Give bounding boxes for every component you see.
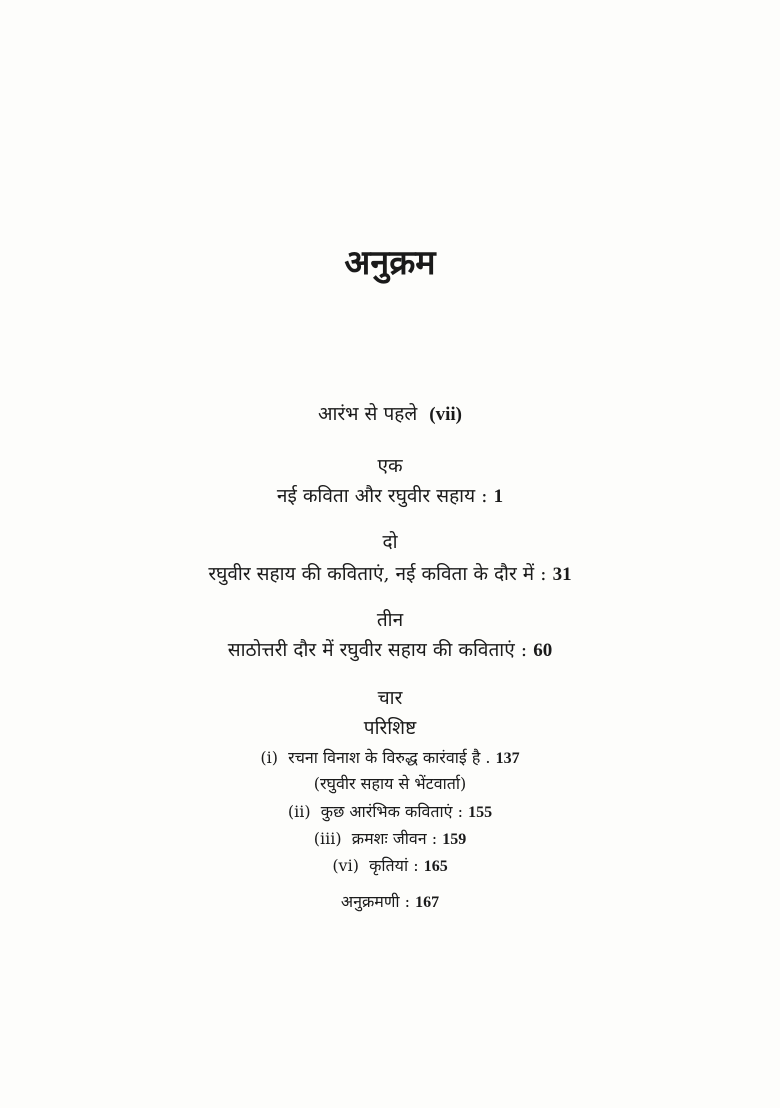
chapter-title: रघुवीर सहाय की कविताएं, नई कविता के दौर में: [208, 563, 535, 585]
index-page: 167: [415, 894, 440, 911]
toc-chapter-1: नई कविता और रघुवीर सहाय : 1: [276, 485, 504, 507]
appendix-item-4: [0, 854, 780, 876]
item-separator: .: [485, 748, 491, 767]
preface-page: (vii): [429, 404, 463, 425]
appendix-number: चार: [377, 687, 403, 709]
preface-label: आरंभ से पहले: [317, 403, 418, 425]
item-page: 155: [468, 804, 493, 821]
item-separator: :: [457, 802, 463, 821]
chapter-title: नई कविता और रघुवीर सहाय: [276, 485, 476, 507]
toc-chapter-3: साठोत्तरी दौर में रघुवीर सहाय की कविताएं : 60: [227, 639, 553, 661]
appendix-item-1-subtitle: (रघुवीर सहाय से भेंटवार्ता): [313, 774, 467, 793]
item-title: कुछ आरंभिक कविताएं: [320, 802, 453, 821]
item-index: (vi): [332, 856, 359, 875]
index-label: अनुक्रमणी: [340, 892, 400, 911]
chapter-page: 1: [493, 486, 504, 507]
item-index: (ii): [287, 802, 311, 821]
chapter-page: 31: [552, 564, 572, 585]
chapter-number-3: तीन: [376, 609, 404, 631]
item-separator: :: [413, 856, 419, 875]
toc-chapter-2: रघुवीर सहाय की कविताएं, नई कविता के दौर में : 31: [208, 563, 572, 585]
chapter-number-2: दो: [382, 531, 398, 553]
item-page: 137: [495, 750, 520, 767]
item-index: (iii): [313, 829, 342, 848]
page-title: अनुक्रम: [344, 243, 436, 283]
item-separator: :: [431, 829, 438, 848]
appendix-item-1: [0, 746, 780, 768]
chapter-page: 60: [533, 640, 553, 661]
item-page: 165: [423, 858, 448, 875]
toc-index-entry: अनुक्रमणी : 167: [340, 892, 440, 911]
appendix-item-3: [0, 827, 780, 849]
toc-preface: [0, 400, 780, 426]
appendix-item-2: [0, 800, 780, 822]
chapter-title: साठोत्तरी दौर में रघुवीर सहाय की कविताएं: [227, 639, 515, 661]
chapter-number-1: एक: [377, 455, 403, 477]
item-title: रचना विनाश के विरुद्ध कारंवाई है: [288, 748, 481, 767]
appendix-title: परिशिष्ट: [363, 717, 417, 739]
item-page: 159: [442, 831, 467, 848]
item-title: कृतियां: [369, 856, 409, 875]
item-index: (i): [260, 748, 278, 767]
item-title: क्रमशः जीवन: [351, 829, 427, 848]
